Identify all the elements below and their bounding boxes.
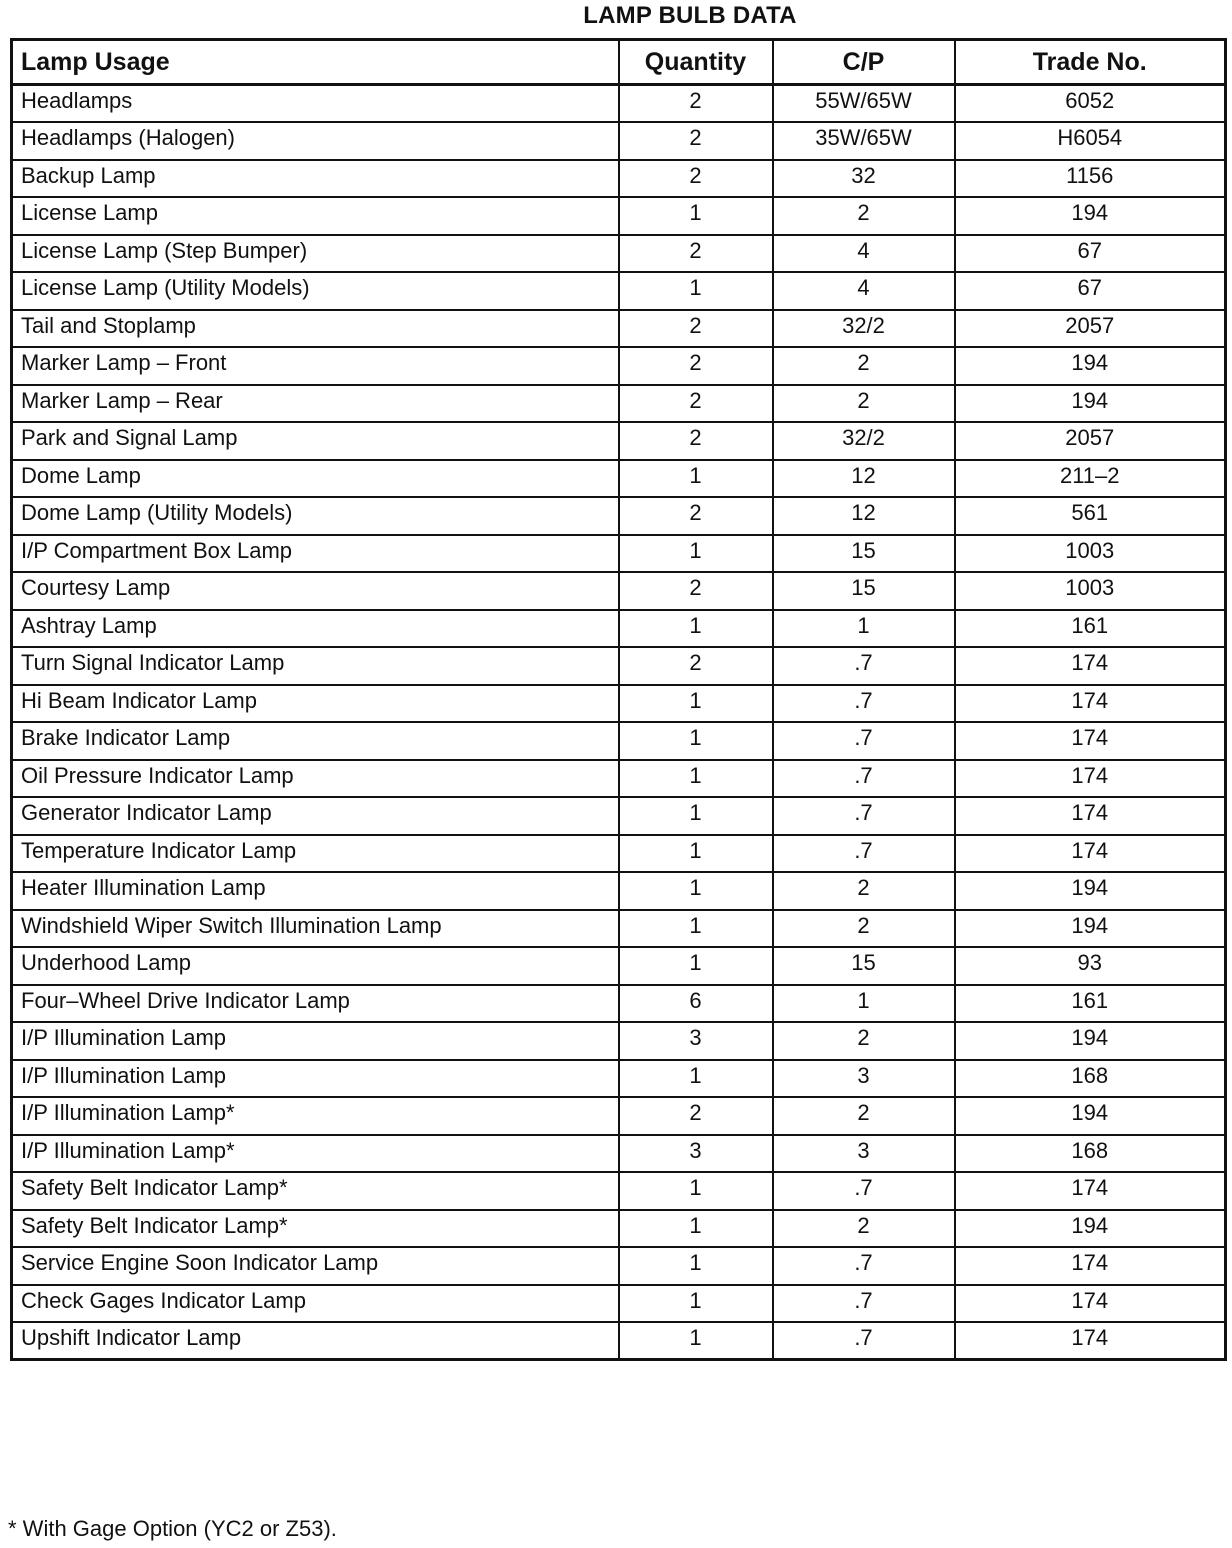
footnote: * With Gage Option (YC2 or Z53). — [8, 1516, 337, 1541]
table-row — [12, 647, 1226, 685]
cell-cp: 2 — [773, 1210, 955, 1248]
table-row — [12, 572, 1226, 610]
cell-lamp-usage: Generator Indicator Lamp — [12, 797, 619, 835]
table-row — [12, 1322, 1226, 1360]
cell-quantity: 2 — [619, 122, 773, 160]
cell-lamp-usage: Tail and Stoplamp — [12, 310, 619, 348]
table-row — [12, 760, 1226, 798]
cell-trade-no: 194 — [955, 1210, 1226, 1248]
cell-quantity: 2 — [619, 310, 773, 348]
header-row — [12, 40, 1226, 85]
cell-trade-no: 194 — [955, 1097, 1226, 1135]
table-title: LAMP BULB DATA — [583, 2, 797, 29]
table-row — [12, 947, 1226, 985]
cell-cp: 12 — [773, 460, 955, 498]
cell-cp: 4 — [773, 235, 955, 273]
table-row — [12, 1172, 1226, 1210]
cell-cp: .7 — [773, 1172, 955, 1210]
cell-quantity: 6 — [619, 985, 773, 1023]
cell-trade-no: 174 — [955, 797, 1226, 835]
cell-quantity: 2 — [619, 347, 773, 385]
table-row — [12, 910, 1226, 948]
cell-trade-no: 194 — [955, 872, 1226, 910]
cell-quantity: 1 — [619, 1060, 773, 1098]
cell-quantity: 2 — [619, 422, 773, 460]
cell-trade-no: H6054 — [955, 122, 1226, 160]
table-row — [12, 535, 1226, 573]
table-row — [12, 722, 1226, 760]
cell-lamp-usage: Temperature Indicator Lamp — [12, 835, 619, 873]
cell-lamp-usage: Brake Indicator Lamp — [12, 722, 619, 760]
cell-trade-no: 2057 — [955, 310, 1226, 348]
cell-quantity: 1 — [619, 760, 773, 798]
table-row — [12, 985, 1226, 1023]
cell-trade-no: 174 — [955, 1285, 1226, 1323]
cell-lamp-usage: Underhood Lamp — [12, 947, 619, 985]
cell-quantity: 1 — [619, 1285, 773, 1323]
cell-trade-no: 194 — [955, 1022, 1226, 1060]
cell-quantity: 1 — [619, 722, 773, 760]
cell-lamp-usage: Check Gages Indicator Lamp — [12, 1285, 619, 1323]
cell-trade-no: 67 — [955, 272, 1226, 310]
cell-cp: 32 — [773, 160, 955, 198]
cell-lamp-usage: I/P Compartment Box Lamp — [12, 535, 619, 573]
cell-quantity: 3 — [619, 1022, 773, 1060]
cell-cp: .7 — [773, 835, 955, 873]
table-row — [12, 1135, 1226, 1173]
cell-cp: 15 — [773, 947, 955, 985]
cell-quantity: 2 — [619, 85, 773, 123]
cell-trade-no: 194 — [955, 197, 1226, 235]
table-row — [12, 385, 1226, 423]
cell-lamp-usage: Turn Signal Indicator Lamp — [12, 647, 619, 685]
table-body — [12, 85, 1226, 1360]
cell-lamp-usage: Marker Lamp – Rear — [12, 385, 619, 423]
column-header-quantity: Quantity — [619, 40, 773, 85]
table-row — [12, 1022, 1226, 1060]
cell-cp: 4 — [773, 272, 955, 310]
cell-quantity: 1 — [619, 685, 773, 723]
cell-cp: .7 — [773, 1322, 955, 1360]
lamp-bulb-table — [10, 38, 1227, 1361]
cell-cp: 2 — [773, 1022, 955, 1060]
cell-lamp-usage: License Lamp (Utility Models) — [12, 272, 619, 310]
cell-cp: 15 — [773, 535, 955, 573]
cell-cp: 32/2 — [773, 422, 955, 460]
cell-cp: 15 — [773, 572, 955, 610]
cell-quantity: 1 — [619, 1172, 773, 1210]
cell-cp: 55W/65W — [773, 85, 955, 123]
column-header-cp: C/P — [773, 40, 955, 85]
cell-cp: 1 — [773, 985, 955, 1023]
cell-trade-no: 6052 — [955, 85, 1226, 123]
cell-quantity: 1 — [619, 947, 773, 985]
cell-trade-no: 174 — [955, 760, 1226, 798]
cell-cp: 1 — [773, 610, 955, 648]
cell-cp: 12 — [773, 497, 955, 535]
cell-lamp-usage: Service Engine Soon Indicator Lamp — [12, 1247, 619, 1285]
cell-cp: .7 — [773, 760, 955, 798]
cell-quantity: 2 — [619, 385, 773, 423]
cell-lamp-usage: Safety Belt Indicator Lamp* — [12, 1210, 619, 1248]
cell-lamp-usage: I/P Illumination Lamp — [12, 1022, 619, 1060]
cell-trade-no: 1156 — [955, 160, 1226, 198]
cell-trade-no: 174 — [955, 835, 1226, 873]
cell-lamp-usage: Backup Lamp — [12, 160, 619, 198]
cell-cp: 3 — [773, 1060, 955, 1098]
cell-trade-no: 67 — [955, 235, 1226, 273]
cell-cp: 2 — [773, 872, 955, 910]
cell-trade-no: 194 — [955, 910, 1226, 948]
cell-lamp-usage: I/P Illumination Lamp — [12, 1060, 619, 1098]
cell-cp: 35W/65W — [773, 122, 955, 160]
cell-quantity: 1 — [619, 272, 773, 310]
cell-quantity: 2 — [619, 572, 773, 610]
cell-trade-no: 174 — [955, 1172, 1226, 1210]
cell-lamp-usage: License Lamp (Step Bumper) — [12, 235, 619, 273]
cell-lamp-usage: Headlamps (Halogen) — [12, 122, 619, 160]
table-row — [12, 235, 1226, 273]
column-header-lamp-usage: Lamp Usage — [12, 40, 619, 85]
cell-cp: 2 — [773, 347, 955, 385]
table-row — [12, 347, 1226, 385]
cell-trade-no: 194 — [955, 347, 1226, 385]
cell-cp: .7 — [773, 1247, 955, 1285]
cell-trade-no: 168 — [955, 1060, 1226, 1098]
cell-quantity: 2 — [619, 647, 773, 685]
table-row — [12, 797, 1226, 835]
column-header-trade-no: Trade No. — [955, 40, 1226, 85]
cell-quantity: 1 — [619, 610, 773, 648]
table-row — [12, 122, 1226, 160]
table-row — [12, 85, 1226, 123]
cell-trade-no: 211–2 — [955, 460, 1226, 498]
cell-lamp-usage: Upshift Indicator Lamp — [12, 1322, 619, 1360]
cell-quantity: 1 — [619, 1322, 773, 1360]
cell-lamp-usage: Park and Signal Lamp — [12, 422, 619, 460]
cell-quantity: 1 — [619, 197, 773, 235]
table-row — [12, 422, 1226, 460]
table-row — [12, 160, 1226, 198]
cell-trade-no: 1003 — [955, 572, 1226, 610]
cell-quantity: 1 — [619, 797, 773, 835]
cell-lamp-usage: Dome Lamp — [12, 460, 619, 498]
cell-lamp-usage: Headlamps — [12, 85, 619, 123]
cell-quantity: 3 — [619, 1135, 773, 1173]
cell-cp: .7 — [773, 647, 955, 685]
table-row — [12, 1060, 1226, 1098]
cell-lamp-usage: Courtesy Lamp — [12, 572, 619, 610]
cell-cp: 3 — [773, 1135, 955, 1173]
cell-trade-no: 168 — [955, 1135, 1226, 1173]
cell-quantity: 1 — [619, 910, 773, 948]
cell-lamp-usage: Windshield Wiper Switch Illumination Lamp — [12, 910, 619, 948]
cell-quantity: 2 — [619, 497, 773, 535]
cell-trade-no: 174 — [955, 1247, 1226, 1285]
cell-quantity: 2 — [619, 160, 773, 198]
cell-quantity: 1 — [619, 460, 773, 498]
cell-quantity: 1 — [619, 535, 773, 573]
cell-lamp-usage: Safety Belt Indicator Lamp* — [12, 1172, 619, 1210]
cell-trade-no: 93 — [955, 947, 1226, 985]
cell-quantity: 1 — [619, 835, 773, 873]
table-row — [12, 497, 1226, 535]
table-row — [12, 272, 1226, 310]
cell-cp: .7 — [773, 1285, 955, 1323]
table-row — [12, 1097, 1226, 1135]
table-row — [12, 460, 1226, 498]
cell-cp: .7 — [773, 685, 955, 723]
cell-lamp-usage: License Lamp — [12, 197, 619, 235]
cell-lamp-usage: Four–Wheel Drive Indicator Lamp — [12, 985, 619, 1023]
cell-cp: .7 — [773, 797, 955, 835]
cell-trade-no: 1003 — [955, 535, 1226, 573]
cell-quantity: 2 — [619, 235, 773, 273]
cell-trade-no: 161 — [955, 985, 1226, 1023]
table-row — [12, 1247, 1226, 1285]
cell-lamp-usage: Dome Lamp (Utility Models) — [12, 497, 619, 535]
cell-lamp-usage: Marker Lamp – Front — [12, 347, 619, 385]
cell-trade-no: 174 — [955, 1322, 1226, 1360]
cell-trade-no: 174 — [955, 722, 1226, 760]
cell-cp: 2 — [773, 910, 955, 948]
table-row — [12, 1210, 1226, 1248]
table-row — [12, 872, 1226, 910]
cell-trade-no: 161 — [955, 610, 1226, 648]
cell-quantity: 1 — [619, 1210, 773, 1248]
table-row — [12, 610, 1226, 648]
cell-trade-no: 194 — [955, 385, 1226, 423]
table-row — [12, 835, 1226, 873]
cell-cp: .7 — [773, 722, 955, 760]
table-row — [12, 197, 1226, 235]
cell-trade-no: 174 — [955, 685, 1226, 723]
cell-quantity: 2 — [619, 1097, 773, 1135]
cell-trade-no: 174 — [955, 647, 1226, 685]
cell-trade-no: 561 — [955, 497, 1226, 535]
cell-cp: 2 — [773, 1097, 955, 1135]
cell-lamp-usage: Ashtray Lamp — [12, 610, 619, 648]
table-row — [12, 1285, 1226, 1323]
cell-lamp-usage: Heater Illumination Lamp — [12, 872, 619, 910]
cell-lamp-usage: I/P Illumination Lamp* — [12, 1097, 619, 1135]
cell-lamp-usage: Hi Beam Indicator Lamp — [12, 685, 619, 723]
cell-lamp-usage: I/P Illumination Lamp* — [12, 1135, 619, 1173]
table-row — [12, 685, 1226, 723]
cell-quantity: 1 — [619, 872, 773, 910]
cell-trade-no: 2057 — [955, 422, 1226, 460]
cell-cp: 32/2 — [773, 310, 955, 348]
cell-cp: 2 — [773, 197, 955, 235]
table-row — [12, 310, 1226, 348]
cell-cp: 2 — [773, 385, 955, 423]
cell-quantity: 1 — [619, 1247, 773, 1285]
cell-lamp-usage: Oil Pressure Indicator Lamp — [12, 760, 619, 798]
